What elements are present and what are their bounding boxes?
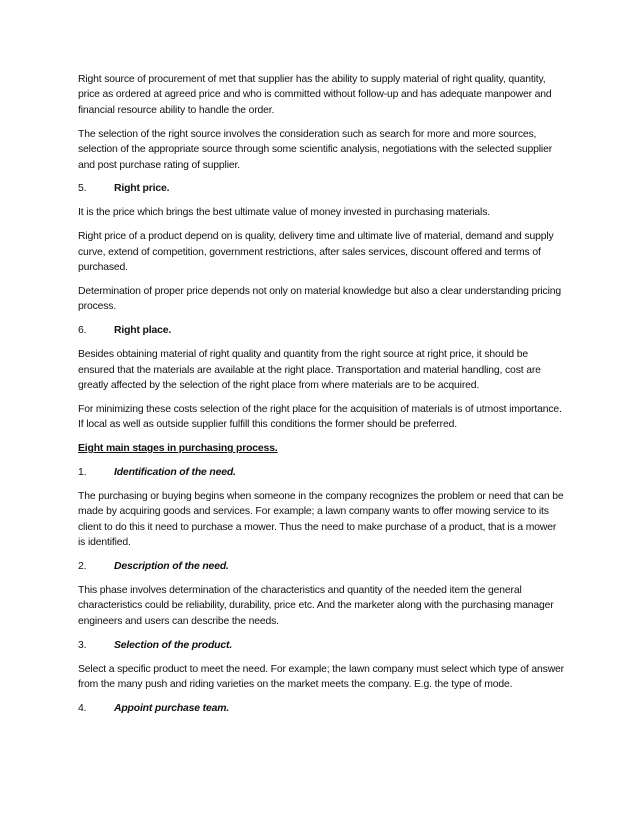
numbered-heading xyxy=(78,701,566,716)
heading-number: 2. xyxy=(78,561,87,573)
paragraph: Right source of procurement of met that supplier has the ability to supply material of right quality, quantity, price as ordered at agreed price and who is committed without follow-up and has adequate manpower and financial resource ability to handle the order. xyxy=(78,74,552,116)
heading-title: Right place. xyxy=(114,325,172,337)
heading-number: 3. xyxy=(78,639,87,651)
paragraph: For minimizing these costs selection of the right place for the acquisition of materials is of utmost importance. If local as well as outside supplier fulfill this conditions the former should be preferred. xyxy=(78,403,562,431)
paragraph: Besides obtaining material of right quality and quantity from the right source at right price, it should be ensured that the materials are available at the right place. Transportation and material handling, cost are greatly affected by the selection of the right place from where materials are to be acquired. xyxy=(78,349,541,391)
numbered-heading xyxy=(78,465,566,480)
heading-title: Description of the need. xyxy=(114,561,229,573)
section-title: Eight main stages in purchasing process. xyxy=(78,443,278,455)
heading-number: 5. xyxy=(78,183,87,195)
numbered-heading xyxy=(78,559,566,574)
heading-number: 4. xyxy=(78,703,87,714)
numbered-heading xyxy=(78,323,566,338)
paragraph: This phase involves determination of the characteristics and quantity of the needed item the general characteristics could be reliability, durability, price etc. And the marketer along with the purchasing manager engineers and users can describe the needs. xyxy=(78,585,554,627)
heading-title: Identification of the need. xyxy=(114,467,236,479)
heading-title: Selection of the product. xyxy=(114,639,233,651)
paragraph: Determination of proper price depends not only on material knowledge but also a clear understanding pricing process. xyxy=(78,285,562,313)
document-body xyxy=(78,72,566,725)
heading-title: Right price. xyxy=(114,183,170,195)
numbered-heading xyxy=(78,181,566,196)
paragraph: Right price of a product depend on is quality, delivery time and ultimate live of material, demand and supply curve, extend of competition, government restrictions, after sales services, discount offered and terms of purchased. xyxy=(78,231,554,274)
paragraph: It is the price which brings the best ultimate value of money invested in purchasing materials. xyxy=(78,207,490,219)
heading-title: Appoint purchase team. xyxy=(114,703,230,714)
numbered-heading xyxy=(78,638,566,653)
paragraph: Select a specific product to meet the need. For example; the lawn company must select which type of answer from the many push and riding varieties on the market meets the company. E.g. the type of mode. xyxy=(78,663,564,691)
paragraph: The purchasing or buying begins when someone in the company recognizes the problem or need that can be made by acquiring goods and services. For example; a lawn company wants to offer mowing service to its client to do this it need to purchase a mower. Thus the need to make purchase of a product, that is a mower is identified. xyxy=(78,491,564,549)
heading-number: 6. xyxy=(78,325,87,337)
paragraph: The selection of the right source involves the consideration such as search for more and more sources, selection of the appropriate source through some scientific analysis, negotiations with the selected supplier and post purchase rating of supplier. xyxy=(78,128,553,171)
heading-number: 1. xyxy=(78,467,87,479)
